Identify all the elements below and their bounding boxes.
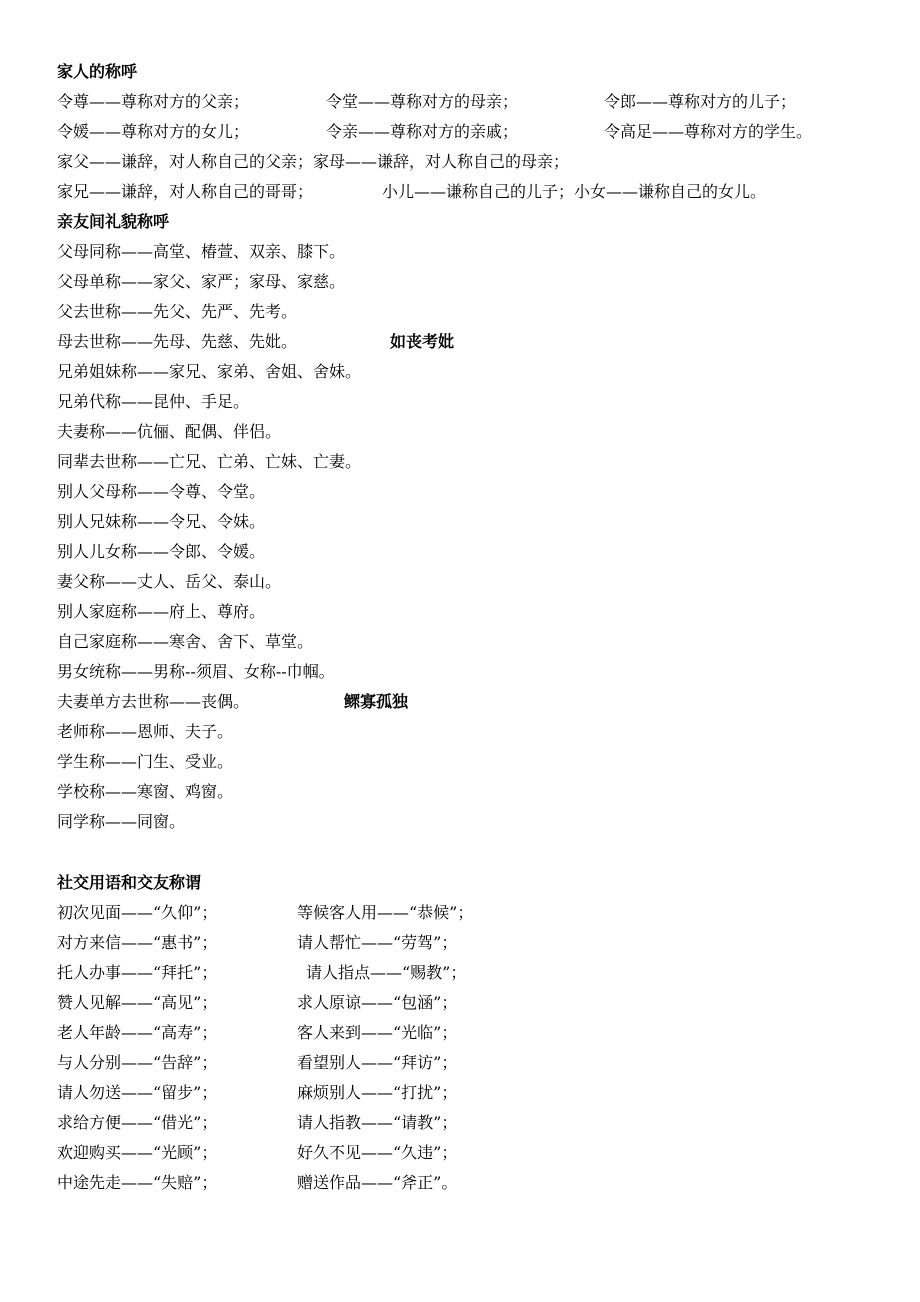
text-cell: 令高足——尊称对方的学生。 [604,122,813,141]
text-line: 同学称——同窗。 [57,812,186,831]
text-line: 学生称——门生、受业。 [57,752,234,771]
text-line: 自己家庭称——寒舍、舍下、草堂。 [57,632,314,651]
text-cell: 对方来信——“惠书”； [57,933,218,952]
text-cell: 与人分别——“告辞”； [57,1053,218,1072]
text-cell: 客人来到——“光临”； [297,1023,458,1042]
text-cell: 中途先走——“失赔”； [57,1173,218,1192]
text-cell: 托人办事——“拜托”； [57,963,218,982]
text-cell: 令堂——尊称对方的母亲； [326,92,519,111]
text-line: 父去世称——先父、先严、先考。 [57,302,298,321]
text-cell: 求给方便——“借光”； [57,1113,218,1132]
text-line: 兄弟代称——昆仲、手足。 [57,392,250,411]
text-cell: 夫妻单方去世称——丧偶。 [57,692,250,711]
text-line: 别人家庭称——府上、尊府。 [57,602,266,621]
bold-note: 鳏寡孤独 [344,692,409,711]
text-line: 学校称——寒窗、鸡窗。 [57,782,234,801]
text-line: 别人兄妹称——令兄、令妹。 [57,512,266,531]
text-cell: 求人原谅——“包涵”； [297,993,458,1012]
text-cell: 家兄——谦辞，对人称自己的哥哥； [57,182,314,201]
text-line: 父母同称——高堂、椿萱、双亲、膝下。 [57,242,346,261]
text-line: 夫妻称——伉俪、配偶、伴侣。 [57,422,282,441]
section-heading-relatives: 亲友间礼貌称呼 [57,212,170,231]
section-heading-family: 家人的称呼 [57,62,138,81]
text-cell: 看望别人——“拜访”； [297,1053,458,1072]
bold-note: 如丧考妣 [390,332,455,351]
text-line: 别人父母称——令尊、令堂。 [57,482,266,501]
text-cell: 请人勿送——“留步”； [57,1083,218,1102]
text-line: 别人儿女称——令郎、令媛。 [57,542,266,561]
text-cell: 令亲——尊称对方的亲戚； [326,122,519,141]
text-cell: 老人年龄——“高寿”； [57,1023,218,1042]
text-cell: 等候客人用——“恭候”； [297,903,474,922]
text-line: 妻父称——丈人、岳父、泰山。 [57,572,282,591]
text-cell: 赠送作品——“斧正”。 [297,1173,458,1192]
text-cell: 小儿——谦称自己的儿子；小女——谦称自己的女儿。 [382,182,767,201]
text-cell: 麻烦别人——“打扰”； [297,1083,458,1102]
text-cell: 令郎——尊称对方的儿子； [604,92,797,111]
text-line: 老师称——恩师、夫子。 [57,722,234,741]
text-cell: 令媛——尊称对方的女儿； [57,122,250,141]
text-cell: 请人指教——“请教”； [297,1113,458,1132]
text-cell: 家父——谦辞，对人称自己的父亲；家母——谦辞，对人称自己的母亲； [57,152,570,171]
text-cell: 赞人见解——“高见”； [57,993,218,1012]
text-cell: 请人指点——“赐教”； [306,963,467,982]
text-cell: 请人帮忙——“劳驾”； [297,933,458,952]
text-line: 男女统称——男称--须眉、女称--巾帼。 [57,662,335,681]
section-heading-social: 社交用语和交友称谓 [57,873,202,892]
text-cell: 欢迎购买——“光顾”； [57,1143,218,1162]
text-cell: 好久不见——“久违”； [297,1143,458,1162]
text-cell: 母去世称——先母、先慈、先妣。 [57,332,298,351]
text-cell: 初次见面——“久仰”； [57,903,218,922]
text-line: 父母单称——家父、家严；家母、家慈。 [57,272,346,291]
text-line: 兄弟姐妹称——家兄、家弟、舍姐、舍妹。 [57,362,362,381]
text-line: 同辈去世称——亡兄、亡弟、亡妹、亡妻。 [57,452,362,471]
text-cell: 令尊——尊称对方的父亲； [57,92,250,111]
